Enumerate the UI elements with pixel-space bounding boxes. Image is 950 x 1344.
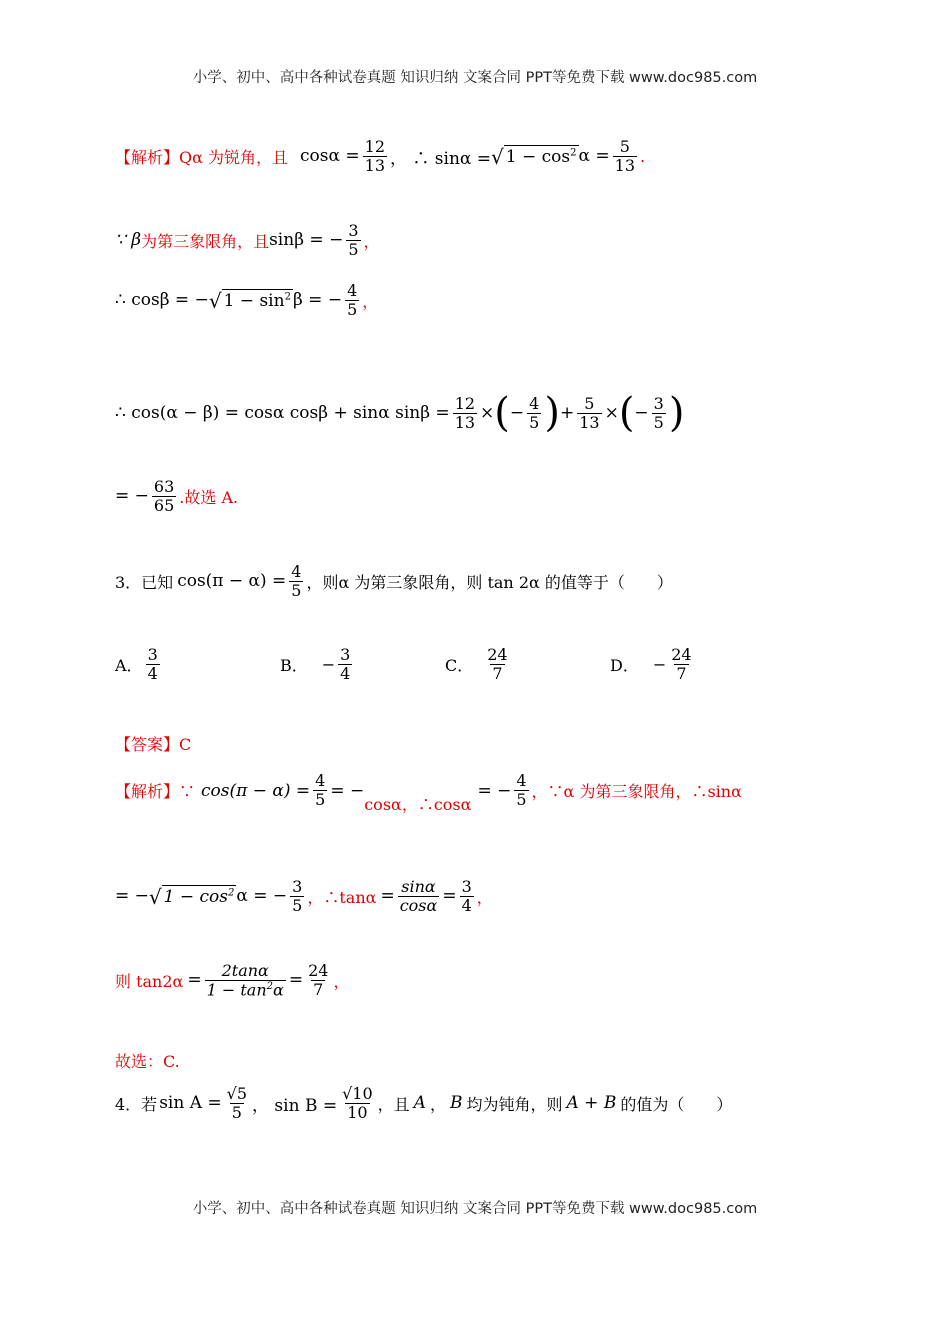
fraction: $\frac{√5}{5}$ xyxy=(226,1084,248,1122)
q3-answer: 【答案】C xyxy=(115,735,192,754)
fraction: $\frac{5}{13}$ xyxy=(614,137,636,175)
fraction: $\frac{4}{5}$ xyxy=(347,281,358,319)
sol2-line4: ∴ cos(α − β) = cosα cosβ + sinα sinβ = $\frac{12}{13}$ × ( − $\frac{4}{5}$ ) + $\frac{5}{13}$ × ( − $\frac{3}{5}$ ) xyxy=(115,390,685,436)
fraction: $\frac{√10}{10}$ xyxy=(342,1084,373,1122)
fraction: $\frac{4}{5}$ xyxy=(516,771,527,809)
page-footer: 小学、初中、高中各种试卷真题 知识归纳 文案合同 PPT等免费下载 www.doc985.com xyxy=(192,1201,758,1217)
fraction: $\frac{\sin\alpha}{\cos\alpha}$ xyxy=(399,877,438,915)
q4-number: 4．若 xyxy=(115,1094,158,1114)
fraction: $\frac{2\tan\alpha}{1 - \tan^2\alpha}$ xyxy=(206,961,284,999)
sol2-line3: ∴ cosβ = − √ $1 - \sin^2$ β = − $\frac{4}{5}$ ， xyxy=(115,281,379,319)
sqrt: √ $1 - \cos^2$ xyxy=(491,145,577,170)
fraction: $\frac{5}{13}$ xyxy=(579,393,600,432)
sol2-line5: = − $\frac{63}{65}$ .故选 A. xyxy=(115,477,239,515)
option-a: A． $\frac{3}{4}$ xyxy=(115,645,158,683)
sol2-line1: 【解析】 Qα 为锐角，且 cosα = $\frac{12}{13}$ ， ∴ sinα = √ $1 - \cos^2$ α = $\frac{5}{13}$ . xyxy=(115,137,646,175)
sol2-line2: ∵ β 为第三象限角，且 sinβ = − $\frac{3}{5}$ ， xyxy=(115,221,380,259)
option-d: D． − $\frac{24}{7}$ xyxy=(610,645,692,683)
fraction: $\frac{12}{13}$ xyxy=(454,393,476,432)
q3-choice: 故选：C. xyxy=(115,1052,180,1071)
analysis-tag: 【解析】 xyxy=(115,147,180,167)
fraction: $\frac{12}{13}$ xyxy=(364,137,385,175)
q3-sol-line3: 则 tan2α = $\frac{2\tan\alpha}{1 - \tan^2\alpha}$ = $\frac{24}{7}$ ， xyxy=(115,961,350,999)
fraction: $\frac{4}{5}$ xyxy=(291,562,302,600)
fraction: $\frac{24}{7}$ xyxy=(487,645,508,683)
sqrt: √ $1 - \cos^2$ xyxy=(148,885,235,910)
fraction: $\frac{24}{7}$ xyxy=(308,961,329,999)
fraction: $\frac{3}{5}$ xyxy=(653,393,664,432)
fraction: $\frac{4}{5}$ xyxy=(529,393,540,432)
q3-sol-line2: = − √ $1 - \cos^2$ α = − $\frac{3}{5}$ ，∴tanα = $\frac{\sin\alpha}{\cos\alpha}$ = $\frac{3}{4}$ ， xyxy=(115,877,493,915)
page-header: 小学、初中、高中各种试卷真题 知识归纳 文案合同 PPT等免费下载 www.doc985.com xyxy=(192,70,758,86)
q3-line: 3．已知 cos(π − α) = $\frac{4}{5}$ ，则α 为第三象限角，则 tan 2α 的值等于（ ） xyxy=(115,562,673,600)
q3-sol-line1: 【解析】∵ cos(π − α) = $\frac{4}{5}$ = − cosα，∴cosα = − $\frac{4}{5}$ ，∵α 为第三象限角，∴sinα xyxy=(115,771,742,814)
q3-number: 3．已知 xyxy=(115,572,174,592)
fraction: $\frac{24}{7}$ xyxy=(671,645,692,683)
sqrt: √ $1 - \sin^2$ xyxy=(208,289,291,314)
fraction: $\frac{3}{5}$ xyxy=(348,221,359,259)
fraction: $\frac{3}{4}$ xyxy=(461,877,472,915)
option-b: B． − $\frac{3}{4}$ xyxy=(280,645,351,683)
fraction: $\frac{3}{4}$ xyxy=(147,645,158,683)
q4-line: 4．若 sin A = $\frac{√5}{5}$ ， sin B = $\frac{√10}{10}$ ，且 A ， B 均为钝角，则 A + B 的值为（ ） xyxy=(115,1084,733,1122)
fraction: $\frac{63}{65}$ xyxy=(153,477,175,515)
fraction: $\frac{3}{5}$ xyxy=(292,877,303,915)
fraction: $\frac{3}{4}$ xyxy=(340,645,351,683)
option-c: C． $\frac{24}{7}$ xyxy=(445,645,508,683)
fraction: $\frac{4}{5}$ xyxy=(315,771,326,809)
